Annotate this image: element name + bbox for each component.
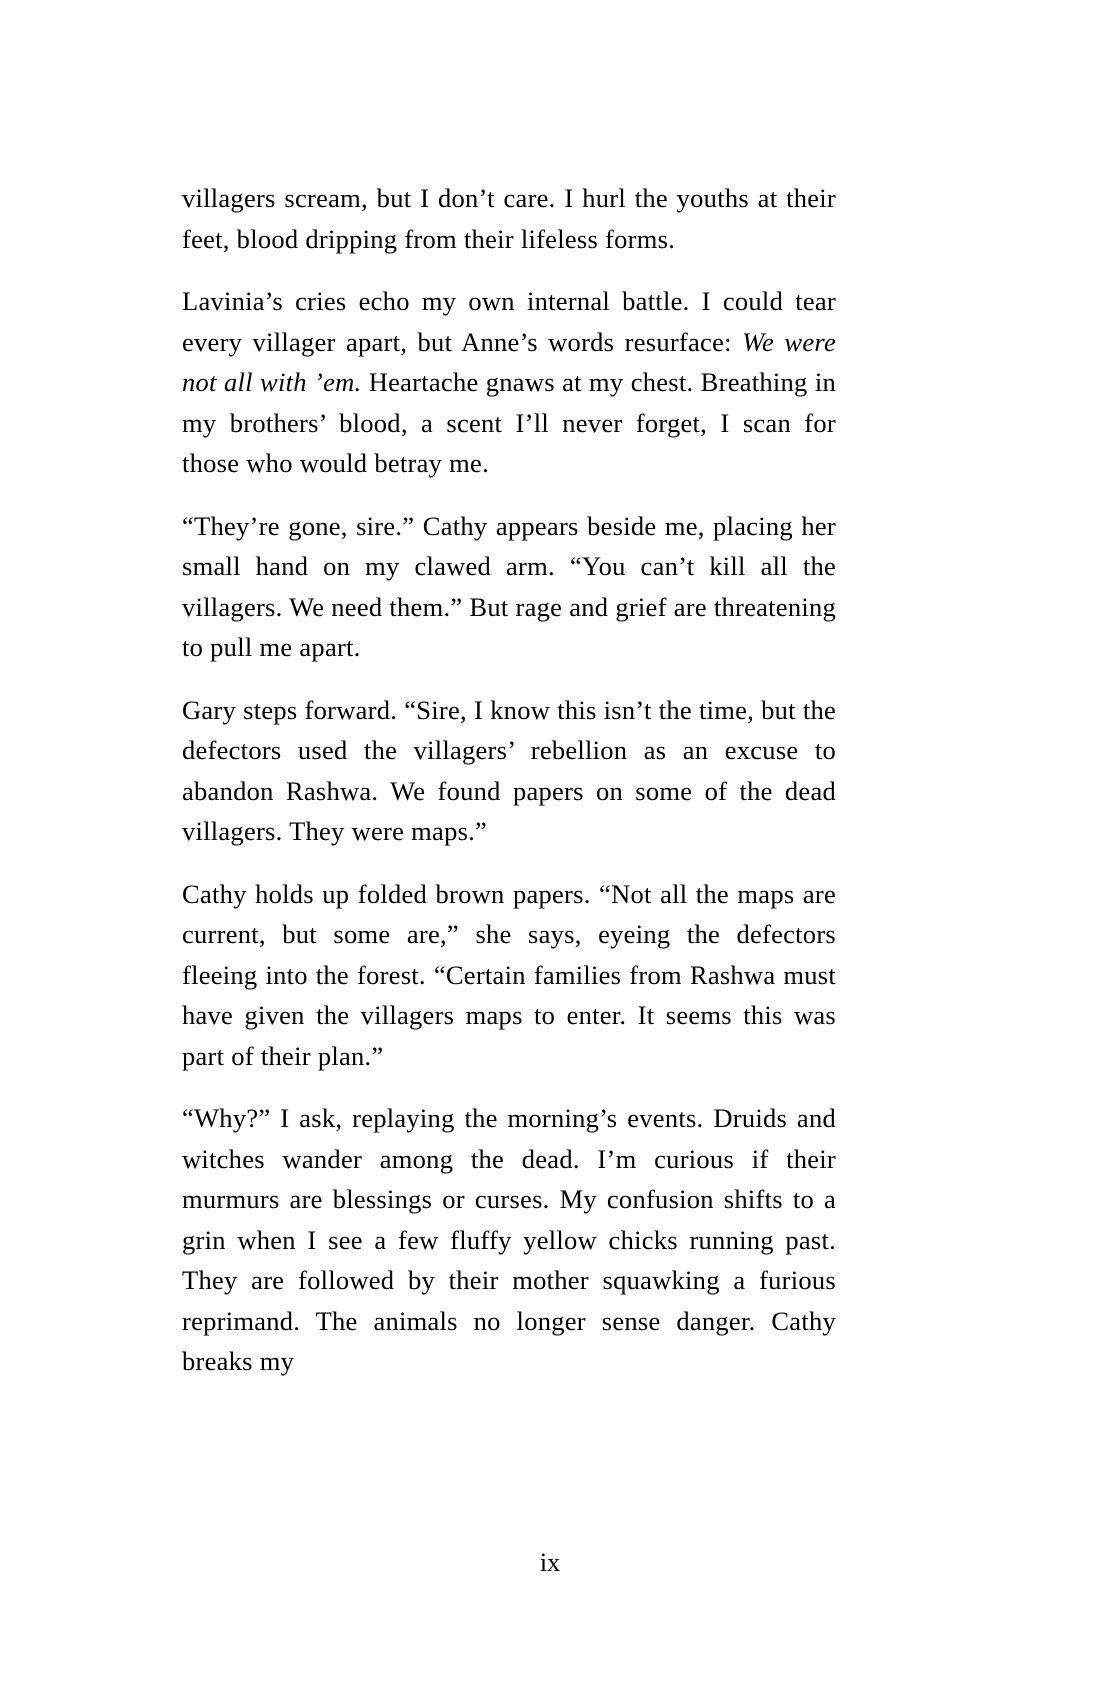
paragraph-1: villagers scream, but I don’t care. I hurl the youths at their feet, blood dripping from their lifeless forms. — [182, 183, 836, 254]
paragraph-2-tail: Heartache gnaws at my chest. Breathing in my brothers’ blood, a scent I’ll never forget, I scan for those who would betray me. — [182, 367, 836, 478]
paragraph-2 — [182, 281, 836, 484]
paragraph-5: Cathy holds up folded brown papers. “Not all the maps are current, but some are,” she says, eyeing the defectors fleeing into the forest. “Certain families from Rashwa must have given the villagers maps to enter. It seems this was part of their plan.” — [182, 878, 836, 1071]
paragraph-3: “They’re gone, sire.” Cathy appears beside me, placing her small hand on my clawed arm. “You can’t kill all the villagers. We need them.” But rage and grief are threatening to pull me apart. — [182, 510, 836, 662]
paragraph-6: “Why?” I ask, replaying the morning’s events. Druids and witches wander among the dead. I’m curious if their murmurs are blessings or curses. My confusion shifts to a grin when I see a few fluffy yellow chicks running past. They are followed by their mother squawking a furious reprimand. The animals no longer sense danger. Cathy breaks my — [182, 1103, 836, 1376]
paragraph-2-italic-quote: We were not all with ’em. — [182, 326, 837, 397]
body-text-column — [182, 178, 836, 1382]
page-number: ix — [539, 1548, 561, 1577]
paragraph-2-lead: Lavinia’s cries echo my own internal battle. I could tear every villager apart, but Anne’s words resurface: — [182, 286, 836, 357]
paragraph-4: Gary steps forward. “Sire, I know this isn’t the time, but the defectors used the villagers’ rebellion as an excuse to abandon Rashwa. We found papers on some of the dead villagers. They were maps.” — [182, 694, 836, 846]
